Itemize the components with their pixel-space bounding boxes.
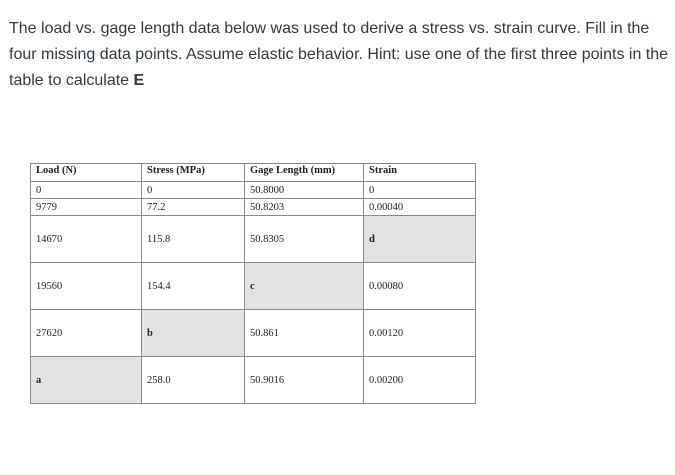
cell-gage-length: 50.8000 [245, 182, 364, 199]
cell-load: 0 [31, 182, 142, 199]
cell-gage-length: 50.8203 [245, 199, 364, 216]
cell-load: 14670 [31, 216, 142, 263]
problem-text: The load vs. gage length data below was used to derive a stress vs. strain curve. Fill in the four missing data points. Assume elastic behavior. Hint: use one of the first three points in the table to calculate [9, 20, 669, 89]
cell-stress: 115.8 [142, 216, 245, 263]
cell-load: 9779 [31, 199, 142, 216]
cell-stress: 154.4 [142, 263, 245, 310]
cell-stress: 77.2 [142, 199, 245, 216]
cell-unknown-a: a [31, 357, 142, 404]
cell-strain: 0.00080 [364, 263, 476, 310]
table-row [31, 310, 476, 357]
cell-unknown-d: d [364, 216, 476, 263]
cell-load: 19560 [31, 263, 142, 310]
cell-strain: 0.00040 [364, 199, 476, 216]
cell-gage-length: 50.9016 [245, 357, 364, 404]
cell-load: 27620 [31, 310, 142, 357]
cell-unknown-c: c [245, 263, 364, 310]
table-row [31, 216, 476, 263]
cell-strain: 0.00120 [364, 310, 476, 357]
problem-statement [9, 16, 669, 94]
table-header-row [31, 164, 476, 182]
header-stress: Stress (MPa) [142, 164, 245, 182]
table-row [31, 199, 476, 216]
load-gage-length-table [30, 163, 476, 404]
header-gage-length: Gage Length (mm) [245, 164, 364, 182]
table-row [31, 263, 476, 310]
header-strain: Strain [364, 164, 476, 182]
cell-stress: 0 [142, 182, 245, 199]
cell-stress: 258.0 [142, 357, 245, 404]
cell-strain: 0.00200 [364, 357, 476, 404]
cell-unknown-b: b [142, 310, 245, 357]
table-row [31, 357, 476, 404]
modulus-symbol: E [133, 72, 145, 89]
cell-gage-length: 50.8305 [245, 216, 364, 263]
cell-strain: 0 [364, 182, 476, 199]
table-row [31, 182, 476, 199]
cell-gage-length: 50.861 [245, 310, 364, 357]
header-load: Load (N) [31, 164, 142, 182]
